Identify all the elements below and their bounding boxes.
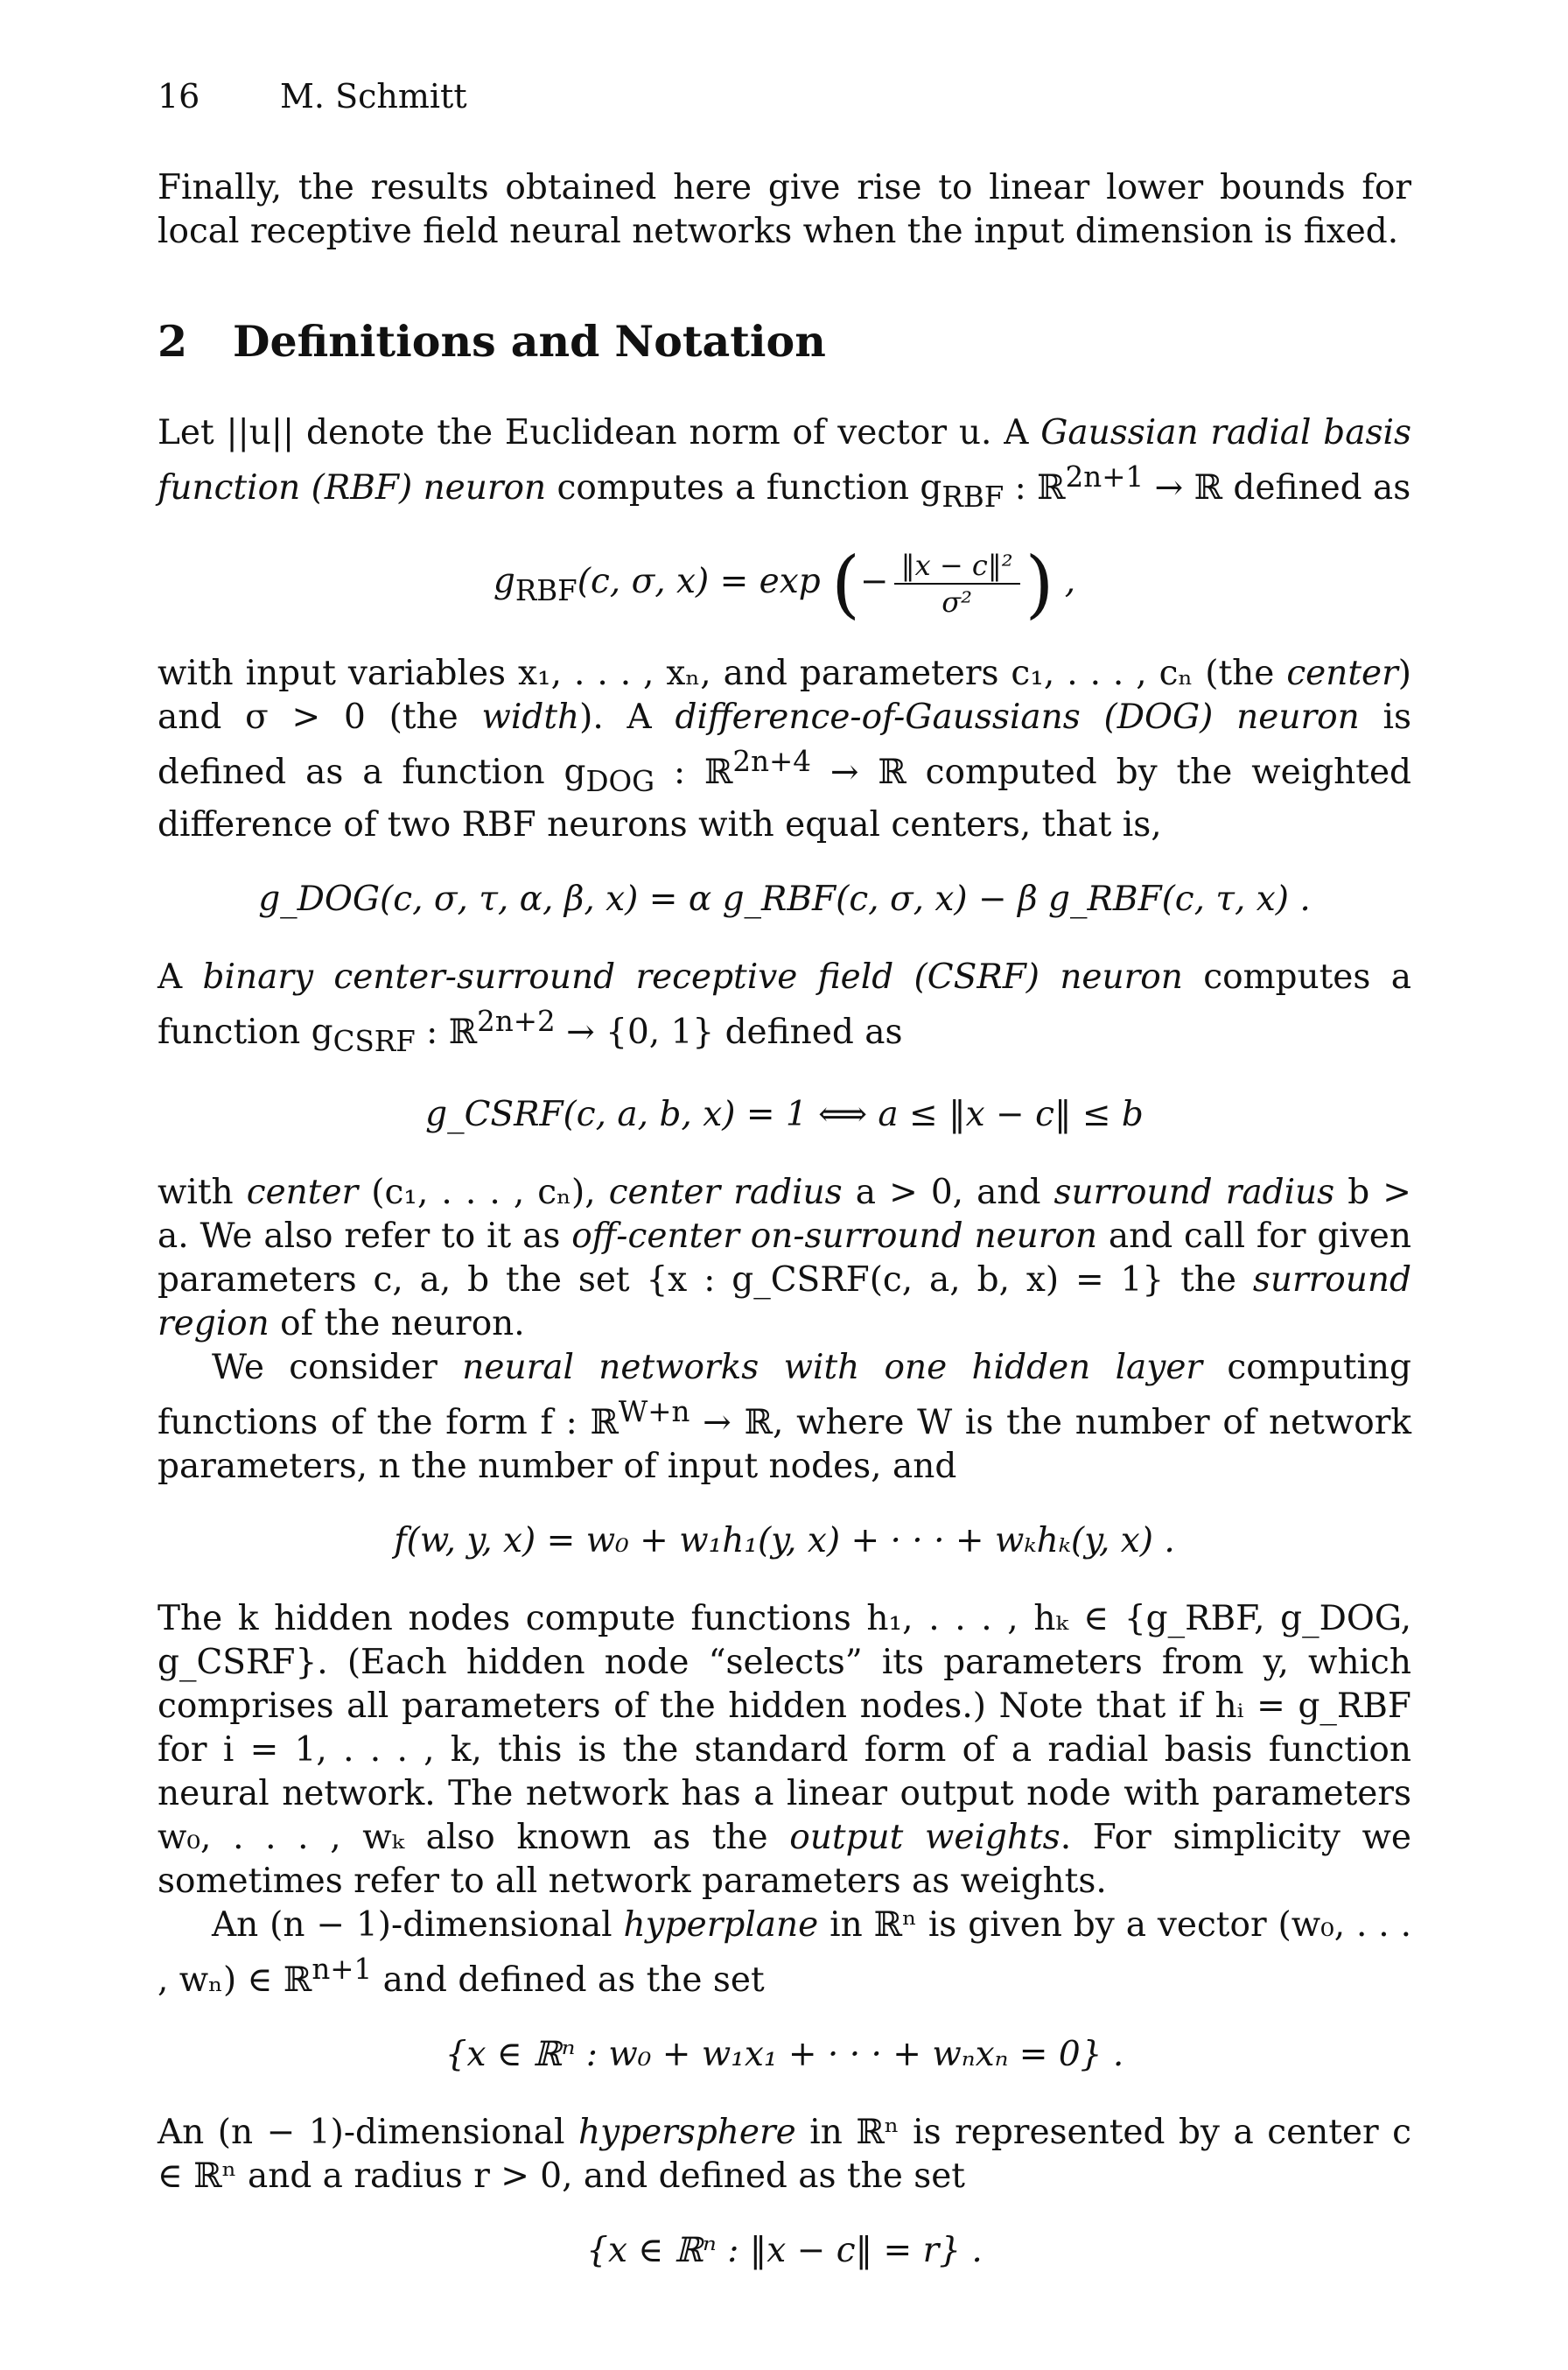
running-author: M. Schmitt [280, 77, 467, 116]
paragraph-csrf-definition: A binary center-surround receptive field (CSRF) neuron computes a function $g_{CSRF}$ : ℝ$^{2n+2}$ → {0, 1} defined as [158, 957, 1412, 1058]
paragraph-hyperplane: An (n − 1)-dimensional hyperplane in ℝⁿ is given by a vector (w₀, . . . , wₙ) ∈ ℝ$^{n+1}$ and defined as the set [158, 1905, 1412, 2001]
page-body [158, 166, 1411, 2307]
page-number: 16 [158, 77, 200, 116]
paragraph-rbf-definition: Let ||u|| denote the Euclidean norm of vector u. A Gaussian radial basis function (RBF) neuron computes a function $g_{RBF}$ : ℝ$^{2n+1}$ → ℝ defined as [158, 413, 1412, 514]
equation-hyperplane: {x ∈ ℝⁿ : w₀ + w₁x₁ + · · · + wₙxₙ = 0} . [444, 2035, 1124, 2075]
rbf-fraction: $\frac{\text{‖x − c‖²}}{\text{σ²}}$ [894, 548, 1020, 620]
equation-dog: g_DOG(c, σ, τ, α, β, x) = α g_RBF(c, σ, x) − β g_RBF(c, τ, x) . [258, 879, 1311, 919]
intro-paragraph: Finally, the results obtained here give rise to linear lower bounds for local receptive field neural networks when the input dimension is fixed. [158, 168, 1411, 251]
equation-hypersphere: {x ∈ ℝⁿ : ‖x − c‖ = r} . [586, 2231, 983, 2271]
equation-network: f(w, y, x) = w₀ + w₁h₁(y, x) + · · · + wₖhₖ(y, x) . [394, 1521, 1175, 1561]
paragraph-csrf-terms: with center (c₁, . . . , cₙ), center radius a > 0, and surround radius b > a. We also refer to it as off-center on-surround neuron and call for given parameters c, a, b the set {x : g_CSRF(c, a, b, x) = 1} the surround region of the neuron. [158, 1173, 1411, 1344]
equation-rbf: $g_{RBF}(c$, σ, x) = exp (− $\frac{\text{‖x − c‖²}}{\text{σ²}}$ ) , [493, 540, 1076, 627]
paragraph-hypersphere: An (n − 1)-dimensional hypersphere in ℝⁿ is represented by a center c ∈ ℝⁿ and a radius r > 0, and defined as the set [158, 2113, 1412, 2197]
equation-csrf: g_CSRF(c, a, b, x) = 1 ⟺ a ≤ ‖x − c‖ ≤ b [425, 1095, 1144, 1135]
section-heading [158, 315, 1411, 368]
section-number: 2 [158, 316, 188, 367]
running-header [158, 77, 467, 116]
paragraph-dog-definition: with input variables x₁, . . . , xₙ, and parameters c₁, . . . , cₙ (the center) and σ > 0 (the width). A difference-of-Gaussians (DOG) neuron is defined as a function $g_{DOG}$ : ℝ$^{2n+4}$ → ℝ computed by the weighted difference of two RBF neurons with equal centers, that is, [158, 653, 1411, 845]
section-title: Definitions and Notation [233, 316, 826, 367]
paragraph-hidden-nodes: The k hidden nodes compute functions h₁, . . . , hₖ ∈ {g_RBF, g_DOG, g_CSRF}. (Each hidden node “selects” its parameters from y, which comprises all parameters of the hidden nodes.) Note that if hᵢ = g_RBF for i = 1, . . . , k, this is the standard form of a radial basis function neural network. The network has a linear output node with parameters w₀, . . . , wₖ also known as the output weights. For simplicity we sometimes refer to all network parameters as weights. [158, 1599, 1411, 1902]
paragraph-network-form: We consider neural networks with one hidden layer computing functions of the form f : ℝ$^{W+n}$ → ℝ, where W is the number of network parameters, n the number of input nodes, and [158, 1348, 1411, 1487]
